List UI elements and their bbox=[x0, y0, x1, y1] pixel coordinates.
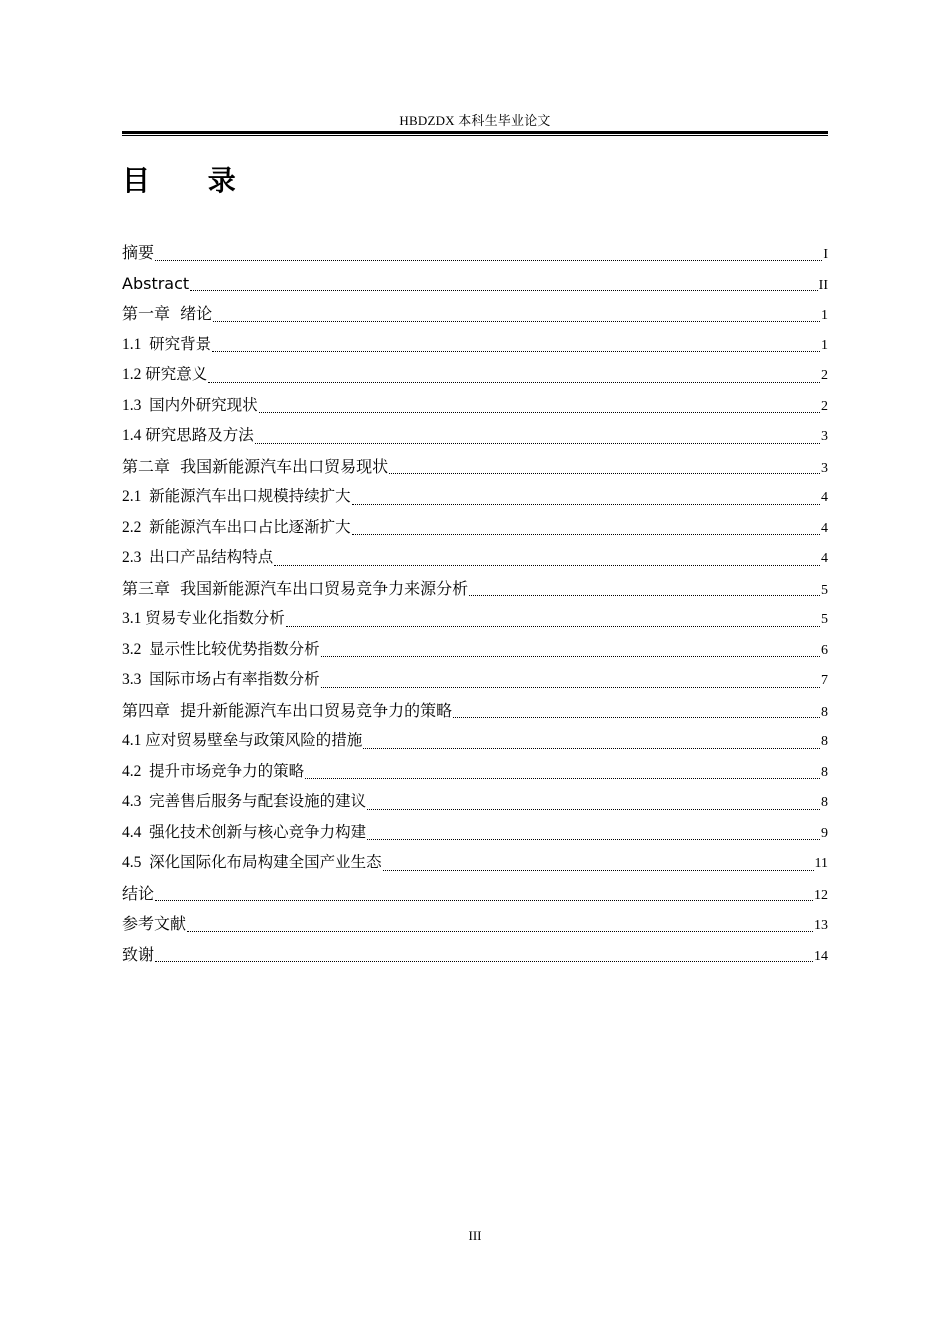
toc-entry[interactable] bbox=[122, 665, 828, 696]
toc-entry-page: 11 bbox=[814, 856, 828, 871]
toc-dot-leader bbox=[208, 381, 820, 383]
toc-entry-page: 3 bbox=[821, 429, 828, 444]
toc-entry[interactable] bbox=[122, 269, 828, 300]
toc-dot-leader bbox=[352, 503, 820, 505]
toc-entry-page: 2 bbox=[821, 398, 828, 414]
toc-entry-page: 3 bbox=[821, 460, 828, 476]
toc-dot-leader bbox=[155, 960, 813, 962]
toc-entry[interactable] bbox=[122, 818, 828, 849]
header-rule-thick bbox=[122, 131, 828, 134]
toc-dot-leader bbox=[187, 930, 813, 932]
toc-entry-label: 第三章 我国新能源汽车出口贸易竞争力来源分析 bbox=[122, 578, 469, 598]
toc-dot-leader bbox=[274, 564, 820, 566]
toc-entry[interactable] bbox=[122, 635, 828, 666]
toc-entry-label: 2.1 新能源汽车出口规模持续扩大 bbox=[122, 488, 351, 505]
toc-entry[interactable] bbox=[122, 879, 828, 910]
toc-entry-label: 摘要 bbox=[122, 243, 155, 262]
toc-entry-label: 1.1 研究背景 bbox=[122, 335, 212, 353]
toc-entry[interactable] bbox=[122, 787, 828, 818]
toc-entry[interactable] bbox=[122, 513, 828, 544]
toc-entry-label: Abstract bbox=[122, 273, 190, 293]
toc-entry-label: 4.2 提升市场竞争力的策略 bbox=[122, 762, 305, 780]
toc-entry-label: 4.5 深化国际化布局构建全国产业生态 bbox=[122, 854, 382, 871]
table-of-contents bbox=[122, 238, 828, 970]
toc-entry-label: 4.1 应对贸易壁垒与政策风险的措施 bbox=[122, 732, 363, 749]
toc-entry-label: 3.2 显示性比较优势指数分析 bbox=[122, 640, 320, 658]
toc-entry-label: 1.4 研究思路及方法 bbox=[122, 427, 254, 444]
toc-entry-label: 结论 bbox=[122, 883, 155, 903]
header-rule bbox=[122, 131, 828, 137]
toc-entry[interactable] bbox=[122, 452, 828, 483]
toc-entry-label: 2.2 新能源汽车出口占比逐渐扩大 bbox=[122, 518, 351, 536]
toc-entry-page: 1 bbox=[821, 337, 828, 353]
toc-entry-label: 4.4 强化技术创新与核心竞争力构建 bbox=[122, 823, 367, 841]
toc-dot-leader bbox=[255, 442, 820, 444]
toc-entry-page: 4 bbox=[821, 551, 828, 566]
toc-entry-page: 1 bbox=[821, 308, 828, 323]
toc-dot-leader bbox=[190, 289, 818, 291]
toc-entry-label: 2.3 出口产品结构特点 bbox=[122, 549, 274, 566]
toc-entry-label: 致谢 bbox=[122, 944, 155, 964]
toc-entry[interactable] bbox=[122, 543, 828, 574]
toc-entry-page: 8 bbox=[821, 734, 828, 749]
header-rule-thin bbox=[122, 135, 828, 136]
toc-dot-leader bbox=[259, 411, 820, 413]
toc-entry[interactable] bbox=[122, 757, 828, 788]
toc-entry-page: I bbox=[823, 247, 828, 262]
running-header: HBDZDX 本科生毕业论文 bbox=[399, 113, 551, 128]
toc-entry-page: 5 bbox=[821, 612, 828, 627]
toc-dot-leader bbox=[321, 686, 820, 688]
toc-entry[interactable] bbox=[122, 299, 828, 330]
toc-entry-page: 8 bbox=[821, 795, 828, 810]
toc-dot-leader bbox=[469, 594, 820, 596]
toc-entry[interactable] bbox=[122, 574, 828, 605]
toc-dot-leader bbox=[286, 625, 820, 627]
toc-entry-page: II bbox=[818, 277, 828, 293]
toc-dot-leader bbox=[352, 533, 820, 535]
toc-entry-label: 3.3 国际市场占有率指数分析 bbox=[122, 671, 320, 688]
toc-dot-leader bbox=[155, 899, 813, 901]
toc-entry[interactable] bbox=[122, 238, 828, 269]
page-number: III bbox=[468, 1228, 482, 1243]
toc-entry[interactable] bbox=[122, 848, 828, 879]
toc-entry[interactable] bbox=[122, 604, 828, 635]
toc-entry-label: 3.1 贸易专业化指数分析 bbox=[122, 610, 285, 627]
toc-entry-label: 1.2 研究意义 bbox=[122, 366, 208, 383]
toc-dot-leader bbox=[453, 716, 820, 718]
toc-entry[interactable] bbox=[122, 421, 828, 452]
toc-dot-leader bbox=[212, 350, 820, 352]
toc-entry-page: 6 bbox=[821, 642, 828, 658]
toc-entry-page: 9 bbox=[821, 825, 828, 841]
toc-entry[interactable] bbox=[122, 391, 828, 422]
toc-entry-label: 4.3 完善售后服务与配套设施的建议 bbox=[122, 793, 367, 810]
toc-dot-leader bbox=[383, 869, 814, 871]
toc-dot-leader bbox=[363, 747, 820, 749]
toc-entry-page: 8 bbox=[821, 704, 828, 720]
toc-entry-page: 13 bbox=[814, 918, 828, 933]
toc-dot-leader bbox=[305, 777, 820, 779]
toc-dot-leader bbox=[321, 655, 820, 657]
toc-entry-page: 5 bbox=[821, 582, 828, 598]
toc-entry-label: 第四章 提升新能源汽车出口贸易竞争力的策略 bbox=[122, 700, 453, 720]
toc-dot-leader bbox=[367, 808, 820, 810]
toc-entry[interactable] bbox=[122, 482, 828, 513]
toc-entry-label: 第一章 绪论 bbox=[122, 304, 213, 323]
toc-dot-leader bbox=[367, 838, 820, 840]
toc-entry-page: 12 bbox=[814, 887, 828, 903]
toc-entry-page: 2 bbox=[821, 368, 828, 383]
toc-entry-page: 8 bbox=[821, 764, 828, 780]
toc-entry-page: 14 bbox=[814, 948, 828, 964]
toc-entry[interactable] bbox=[122, 696, 828, 727]
toc-title: 目 录 bbox=[122, 164, 260, 197]
toc-entry-label: 第二章 我国新能源汽车出口贸易现状 bbox=[122, 456, 389, 476]
toc-dot-leader bbox=[155, 259, 822, 261]
toc-entry-label: 参考文献 bbox=[122, 914, 187, 933]
toc-entry-page: 4 bbox=[821, 490, 828, 505]
toc-entry[interactable] bbox=[122, 726, 828, 757]
toc-dot-leader bbox=[213, 320, 820, 322]
toc-entry[interactable] bbox=[122, 940, 828, 971]
toc-entry[interactable] bbox=[122, 360, 828, 391]
toc-entry-label: 1.3 国内外研究现状 bbox=[122, 396, 258, 414]
toc-entry-page: 4 bbox=[821, 520, 828, 536]
toc-dot-leader bbox=[389, 472, 820, 474]
toc-entry[interactable] bbox=[122, 909, 828, 940]
toc-entry-page: 7 bbox=[821, 673, 828, 688]
toc-entry[interactable] bbox=[122, 330, 828, 361]
